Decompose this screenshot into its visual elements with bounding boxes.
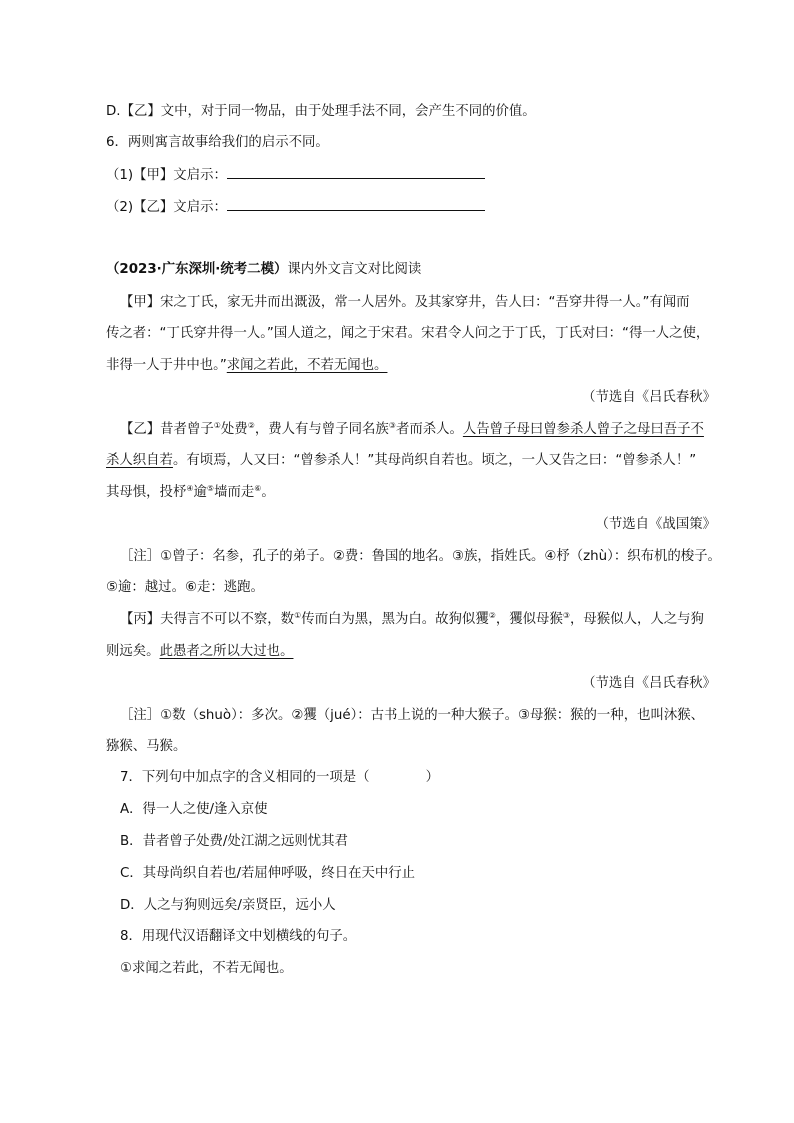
yi-text: ，费人有与曾子同名族 <box>254 422 389 437</box>
bing-text: ，母猴似人，人之与狗 <box>570 612 704 627</box>
yi-text: 者而杀人。 <box>395 422 463 437</box>
yi-line-3 <box>106 483 275 503</box>
q7-stem <box>120 768 439 788</box>
yi-line-2 <box>106 451 696 471</box>
q6-stem: 6．两则寓言故事给我们的启示不同。 <box>106 135 329 150</box>
yi-text: 逾 <box>193 485 207 500</box>
q8-stem: 8．用现代汉语翻译文中划横线的句子。 <box>120 929 357 944</box>
note-mark: ① <box>294 611 302 620</box>
q7-option-a: A．得一人之使/逢入京使 <box>120 802 268 817</box>
yi-text: 墙而走 <box>214 485 255 500</box>
yi-source: （节选自《战国策》 <box>595 517 716 532</box>
answer-blank-2[interactable] <box>227 197 485 211</box>
jia-source: （节选自《吕氏春秋》 <box>582 390 716 405</box>
q7-option-b: B．昔者曾子处费/处江湖之远则忧其君 <box>120 834 348 849</box>
q7-option-c: C．其母尚织自若也/若屈伸呼吸，终日在天中行止 <box>120 866 416 881</box>
yi-notes-line-1: ［注］①曾子：名参，孔子的弟子。②费：鲁国的地名。③族，指姓氏。④杼（zhù）：织布机的梭子。 <box>120 549 721 564</box>
note-mark: ⑥ <box>254 484 262 493</box>
yi-text: 其母惧，投杼 <box>106 485 187 500</box>
yi-notes-line-2: ⑤逾：越过。⑥走：逃跑。 <box>106 580 264 595</box>
q6-item-1-label: （1)【甲】文启示： <box>106 168 227 183</box>
note-mark: ③ <box>562 611 571 620</box>
yi-text: 处费 <box>220 422 248 437</box>
q6-item-2-label: （2)【乙】文启示： <box>106 200 227 215</box>
note-mark: ④ <box>186 484 194 493</box>
yi-text: 。 <box>261 485 275 500</box>
section-source: （2023·广东深圳·统考二模） <box>106 262 288 277</box>
yi-line-1 <box>120 420 704 440</box>
jia-line-3-text: 非得一人于井中也。” <box>106 358 227 373</box>
jia-underlined-sentence: 求闻之若此，不若无闻也。 <box>226 358 388 373</box>
section-title: 课内外文言文对比阅读 <box>287 262 422 277</box>
bing-text: 【丙】夫得言不可以不察，数 <box>120 612 295 627</box>
q7-stem-close: ） <box>425 770 439 785</box>
bing-notes-line-2: 猕猴、马猴。 <box>106 739 187 754</box>
yi-text: 。有顷焉，人又曰：“曾参杀人！”其母尚织自若也。顷之，一人又告之曰：“曾参杀人！” <box>172 453 697 468</box>
note-mark: ② <box>247 421 255 430</box>
bing-text: 传而白为黑，黑为白。故狗似玃 <box>301 612 489 627</box>
bing-source: （节选自《吕氏春秋》 <box>582 676 716 691</box>
q7-stem-text: 7．下列句中加点字的含义相同的一项是（ <box>120 770 370 785</box>
section-header <box>106 260 421 280</box>
note-mark: ① <box>213 421 221 430</box>
jia-line-1: 【甲】宋之丁氏，家无井而出溉汲，常一人居外。及其家穿井，告人曰：“吾穿井得一人。”有闻而 <box>120 295 690 310</box>
q5-option-d: D.【乙】文中，对于同一物品，由于处理手法不同，会产生不同的价值。 <box>106 104 536 119</box>
bing-text: 则远矣。 <box>106 644 160 659</box>
note-mark: ⑤ <box>206 484 215 493</box>
note-mark: ② <box>488 611 496 620</box>
answer-blank-1[interactable] <box>227 165 485 179</box>
yi-underlined-sentence-part-1: 人告曾子母曰曾参杀人曾子之母曰吾子不 <box>462 422 704 437</box>
jia-line-2: 传之者：“丁氏穿井得一人。”国人道之，闻之于宋君。宋君令人问之于丁氏，丁氏对曰：“得一人之使， <box>106 326 710 341</box>
q6-item-2 <box>106 197 485 218</box>
jia-line-3 <box>106 356 387 376</box>
bing-underlined-sentence: 此愚者之所以大过也。 <box>159 644 294 659</box>
yi-underlined-sentence-part-2: 杀人织自若 <box>106 453 173 468</box>
q6-item-1 <box>106 165 485 186</box>
bing-line-1 <box>120 610 704 630</box>
q8-item-1: ①求闻之若此，不若无闻也。 <box>120 961 293 976</box>
bing-notes-line-1: ［注］①数（shuò）：多次。②玃（jué）：古书上说的一种大猴子。③母猴：猴的一种，也叫沐猴、 <box>120 708 705 723</box>
yi-text: 【乙】昔者曾子 <box>120 422 214 437</box>
q7-option-d: D．人之与狗则远矣/亲贤臣，远小人 <box>120 898 336 913</box>
note-mark: ③ <box>388 421 396 430</box>
bing-text: ，玃似母猴 <box>495 612 563 627</box>
bing-line-2 <box>106 642 293 662</box>
